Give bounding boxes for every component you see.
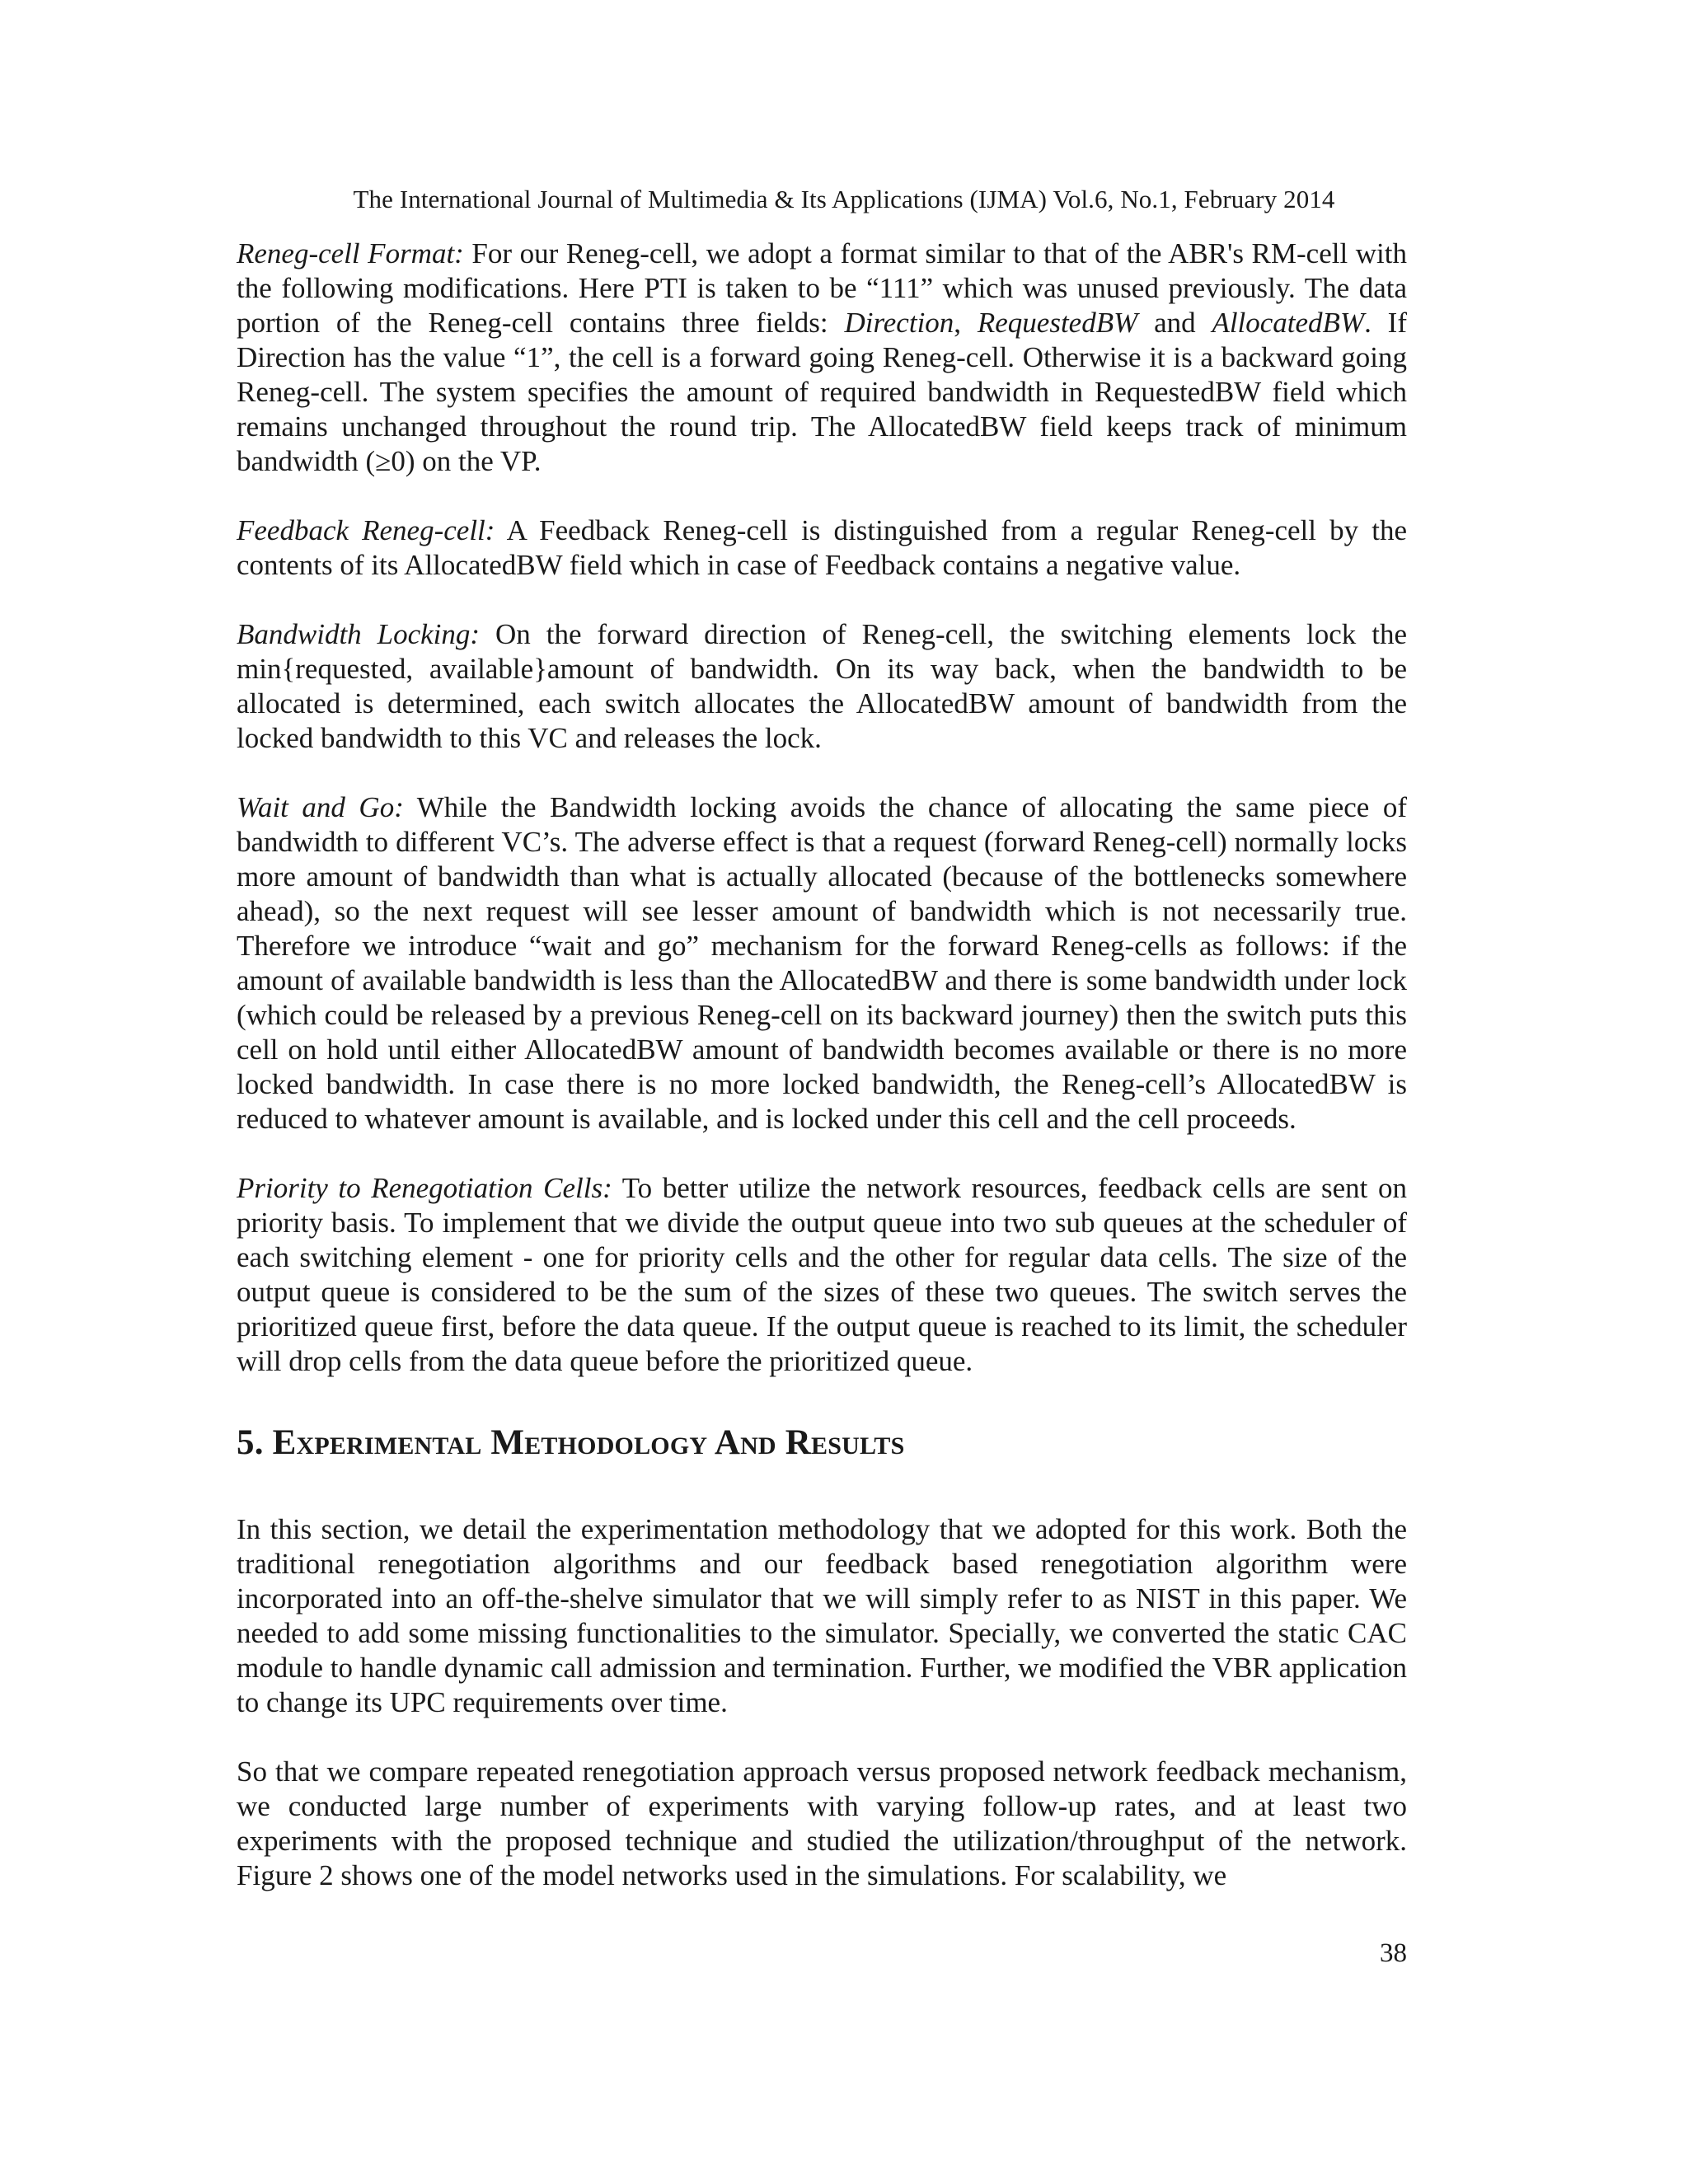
section-heading: 5. Experimental Methodology And Results bbox=[237, 1423, 905, 1462]
runin-heading-bandwidth-locking: Bandwidth Locking: bbox=[237, 618, 481, 650]
field-name-requestedbw: RequestedBW bbox=[977, 307, 1138, 339]
paragraph-reneg-cell-format bbox=[237, 237, 1407, 479]
paragraph-text: and bbox=[1137, 307, 1212, 339]
paragraph-text: On the forward direction of Reneg-cell, the switching elements lock the min{requested, available}amount of bandwidth. On its way back, when the bandwidth to be allocated is determined, each switch allocates the AllocatedBW amount of bandwidth from the locked bandwidth to this VC and releases the lock. bbox=[237, 618, 1407, 754]
paragraph-text: To better utilize the network resources, feedback cells are sent on priority basis. To implement that we divide the output queue into two sub queues at the scheduler of each switching element - one for priority cells and the other for regular data cells. The size of the output queue is considered to be the sum of the sizes of these two queues. The switch serves the prioritized queue first, before the data queue. If the output queue is reached to its limit, the scheduler will drop cells from the data queue before the prioritized queue. bbox=[237, 1172, 1407, 1377]
running-header: The International Journal of Multimedia & Its Applications (IJMA) Vol.6, No.1, February 2014 bbox=[353, 185, 1335, 213]
paragraph-priority-cells bbox=[237, 1171, 1407, 1379]
paragraph-bandwidth-locking bbox=[237, 617, 1407, 756]
runin-heading-reneg-cell-format: Reneg-cell Format: bbox=[237, 237, 464, 269]
paragraph-text: A Feedback Reneg-cell is distinguished from a regular Reneg-cell by the contents of its AllocatedBW field which in case of Feedback contains a negative value. bbox=[237, 514, 1408, 581]
paragraph-methodology-intro: In this section, we detail the experimentation methodology that we adopted for this work. Both the traditional renegotiation algorithms and our feedback based renegotiation algorithm were incorporated into an off-the-shelve simulator that we will simply refer to as NIST in this paper. We needed to add some missing functionalities to the simulator. Specially, we converted the static CAC module to handle dynamic call admission and termination. Further, we modified the VBR application to change its UPC requirements over time. bbox=[237, 1513, 1408, 1718]
paragraph-feedback-reneg-cell bbox=[237, 513, 1407, 583]
field-name-allocatedbw: AllocatedBW bbox=[1212, 307, 1365, 339]
paragraph-text: While the Bandwidth locking avoids the chance of allocating the same piece of bandwidth to different VC’s. The adverse effect is that a request (forward Reneg-cell) normally locks more amount of bandwidth than what is actually allocated (because of the bottlenecks somewhere ahead), so the next request will see lesser amount of bandwidth which is not necessarily true. Therefore we introduce “wait and go” mechanism for the forward Reneg-cells as follows: if the amount of available bandwidth is less than the AllocatedBW and there is some bandwidth under lock (which could be released by a previous Reneg-cell on its backward journey) then the switch puts this cell on hold until either AllocatedBW amount of bandwidth becomes available or there is no more locked bandwidth. In case there is no more locked bandwidth, the Reneg-cell’s AllocatedBW is reduced to whatever amount is available, and is locked under this cell and the cell proceeds. bbox=[237, 791, 1407, 1135]
paragraph-wait-and-go bbox=[237, 790, 1407, 1137]
paragraph-text: , bbox=[954, 307, 978, 339]
runin-heading-feedback-reneg-cell: Feedback Reneg-cell: bbox=[237, 514, 495, 546]
field-name-direction: Direction bbox=[844, 307, 954, 339]
page-body bbox=[237, 237, 1407, 1893]
paragraph-text: For our Reneg-cell, we adopt a format similar to that of the ABR's RM-cell with the following modifications. Here PTI is taken to be “111” which was unused previously. The data portion of the Reneg-cell contains three fields: bbox=[237, 237, 1407, 339]
paragraph-text: . If Direction has the value “1”, the cell is a forward going Reneg-cell. Otherwise it is a backward going Reneg-cell. The system specifies the amount of required bandwidth in RequestedBW field which remains unchanged throughout the round trip. The AllocatedBW field keeps track of minimum bandwidth (≥0) on the VP. bbox=[237, 307, 1407, 477]
paragraph-methodology-experiments: So that we compare repeated renegotiation approach versus proposed network feedback mechanism, we conducted large number of experiments with varying follow-up rates, and at least two experiments with the proposed technique and studied the utilization/throughput of the network. Figure 2 shows one of the model networks used in the simulations. For scalability, we bbox=[237, 1755, 1407, 1891]
page-number: 38 bbox=[1380, 1938, 1407, 1968]
runin-heading-priority-cells: Priority to Renegotiation Cells: bbox=[237, 1172, 612, 1204]
runin-heading-wait-and-go: Wait and Go: bbox=[237, 791, 404, 823]
